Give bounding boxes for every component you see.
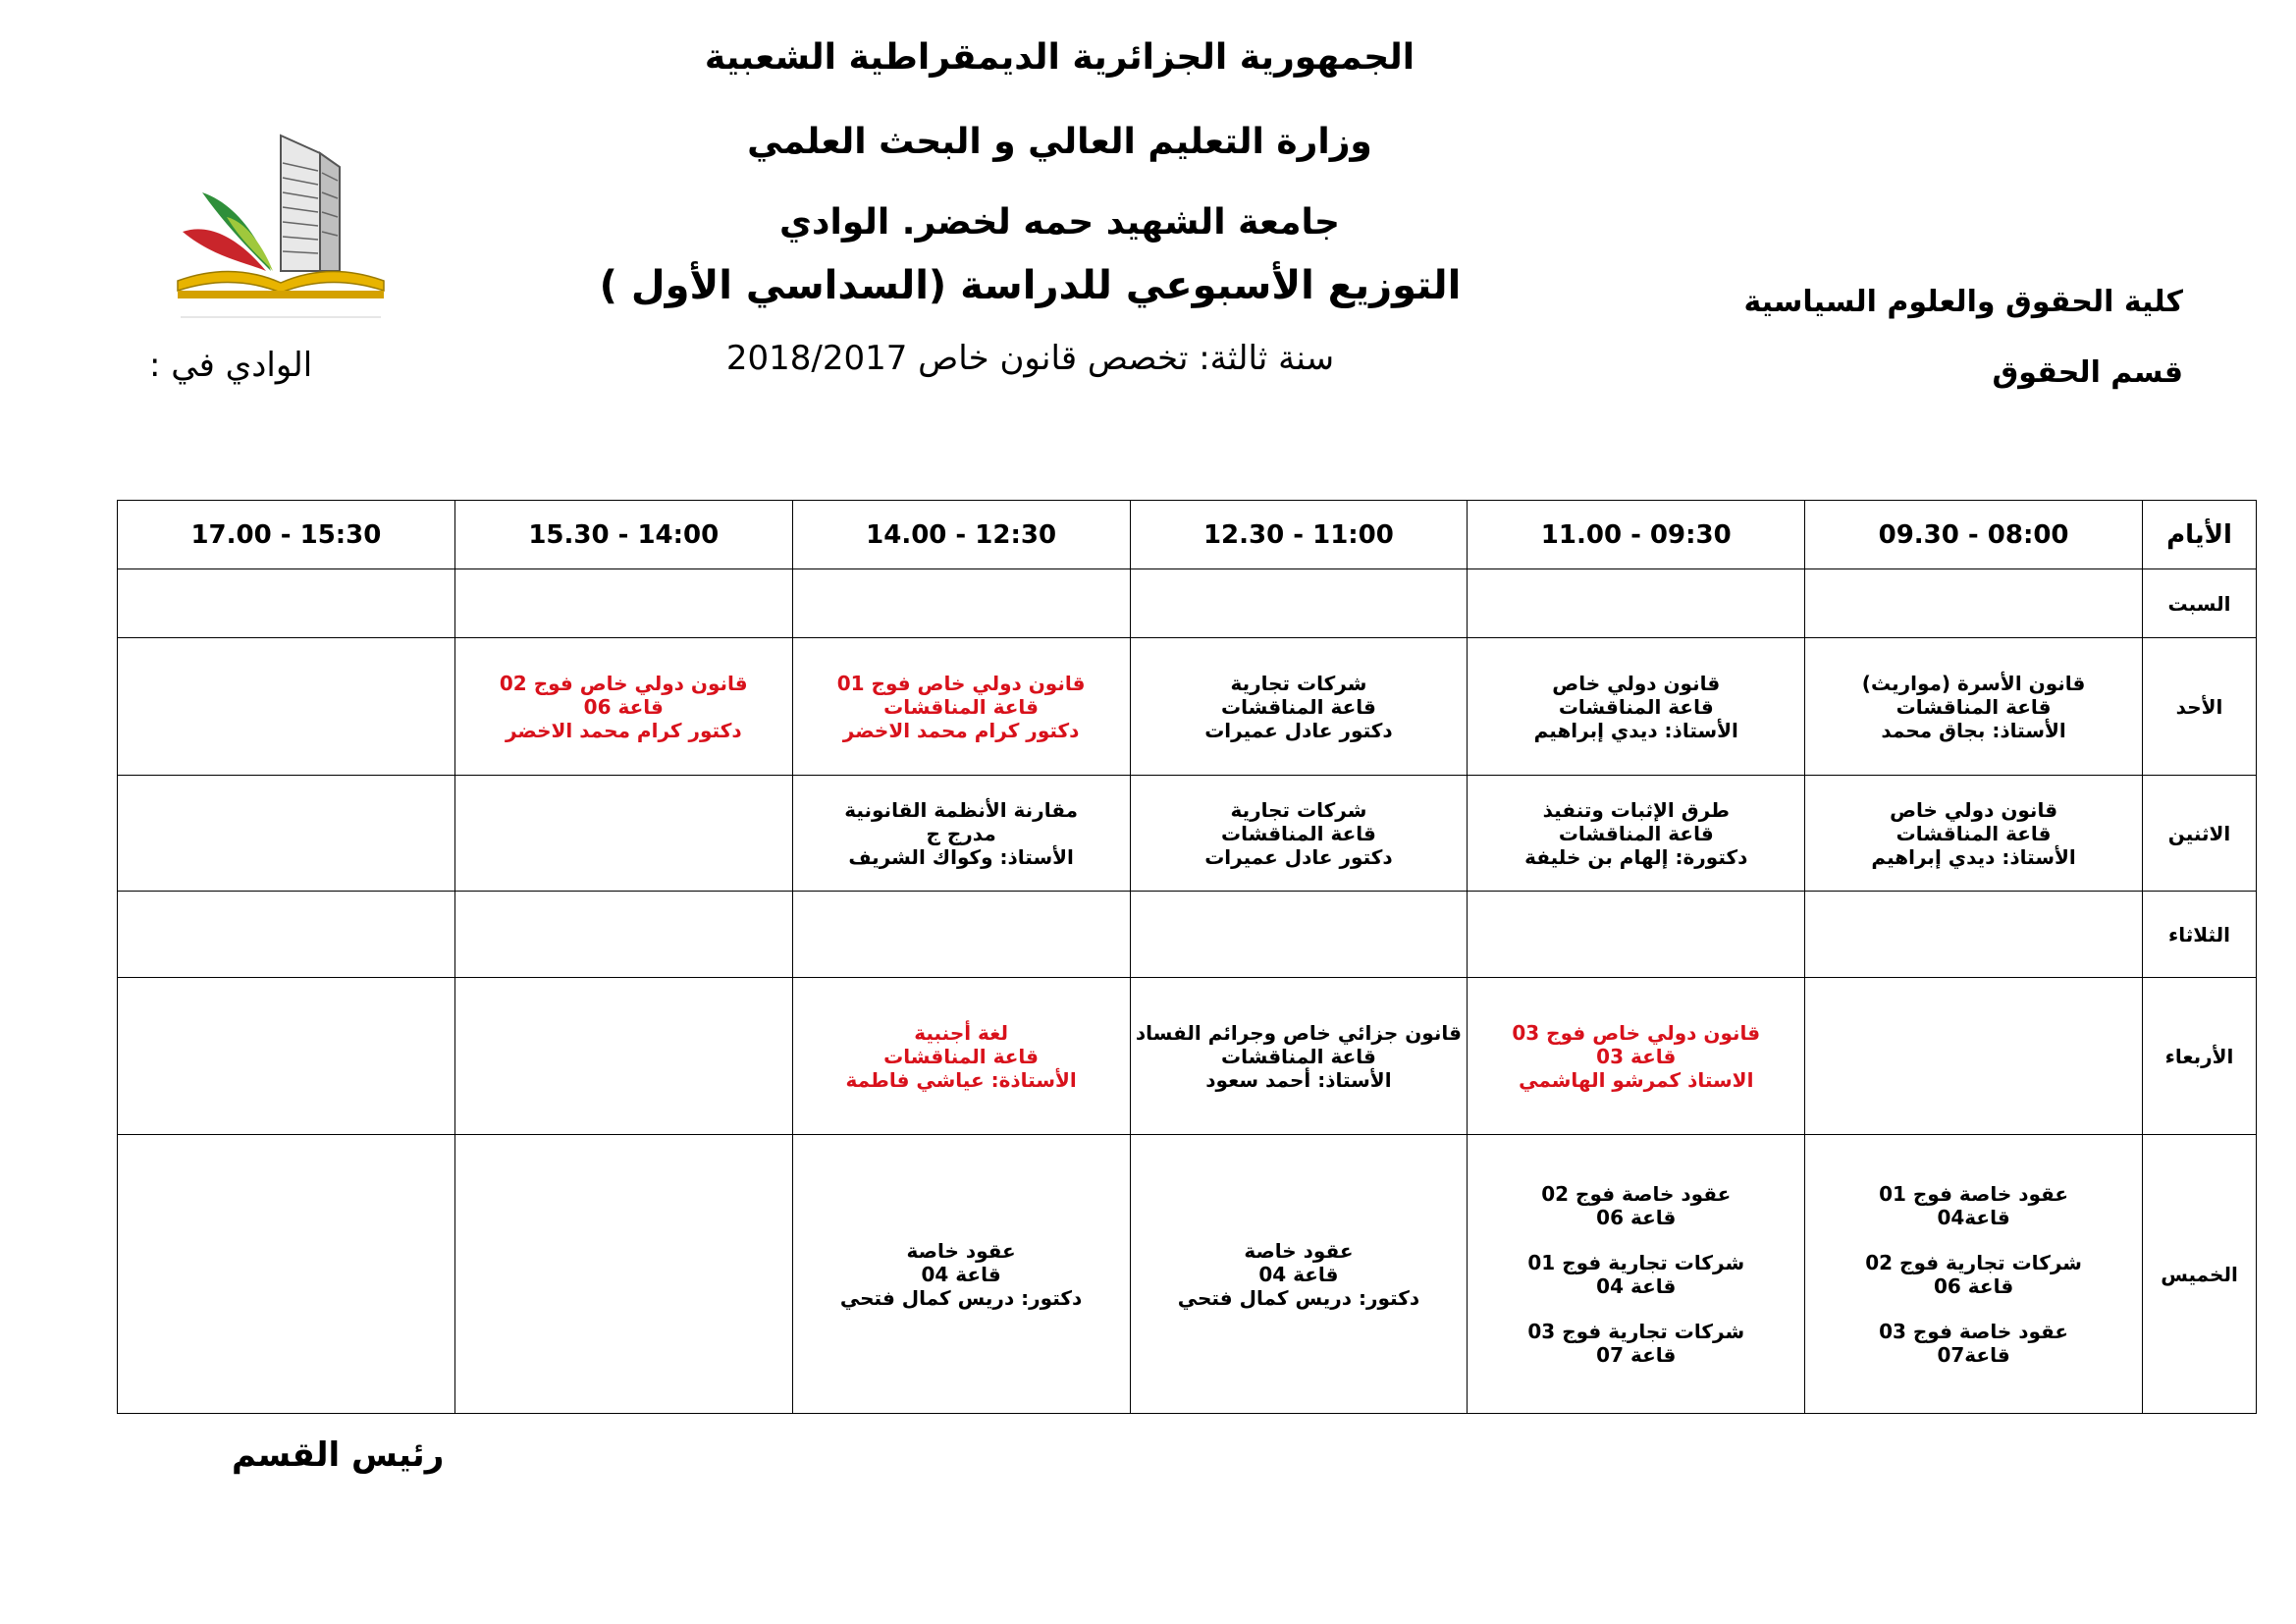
course-line: الأستاذ: أحمد سعود (1205, 1067, 1392, 1092)
course-entry (1809, 1320, 2138, 1367)
schedule-cell (454, 892, 792, 978)
course-line: قاعة 06 (1596, 1205, 1677, 1229)
course-entry (1809, 1251, 2138, 1298)
course-line: قاعة المناقشات (1220, 821, 1376, 845)
course-line: قاعة المناقشات (1558, 694, 1714, 719)
course-entry (1471, 798, 1800, 869)
day-label: الثلاثاء (2143, 892, 2257, 978)
table-row (118, 569, 2257, 638)
schedule-cell (118, 892, 455, 978)
day-label: الأربعاء (2143, 978, 2257, 1135)
day-label: الأحد (2143, 638, 2257, 776)
course-line: دكتور: دريس كمال فتحي (1177, 1285, 1420, 1310)
time-slot-header: 17.00 - 15:30 (118, 501, 455, 569)
course-line: قاعة المناقشات (1220, 1044, 1376, 1068)
schedule-cell (792, 978, 1130, 1135)
course-line: قاعة07 (1937, 1342, 2010, 1367)
schedule-cell (1468, 776, 1805, 892)
schedule-cell (1468, 1135, 1805, 1414)
course-line: قاعة04 (1937, 1205, 2010, 1229)
course-line: شركات تجارية (1230, 797, 1367, 822)
time-slot-header: 12.30 - 11:00 (1130, 501, 1468, 569)
university-name: جامعة الشهيد حمه لخضر. الوادي (779, 202, 1340, 243)
course-line: الأستاذ: وكواك الشريف (848, 844, 1074, 869)
schedule-cell (118, 978, 455, 1135)
course-line: الأستاذ: ديدي إبراهيم (1533, 718, 1738, 742)
schedule-cell (1468, 638, 1805, 776)
schedule-subtitle: سنة ثالثة: تخصص قانون خاص 2018/2017 (725, 339, 1335, 378)
course-entry (1471, 1021, 1800, 1092)
time-slot-header: 09.30 - 08:00 (1805, 501, 2143, 569)
course-entry (1471, 672, 1800, 742)
schedule-cell (1130, 1135, 1468, 1414)
course-line: طرق الإثبات وتنفيذ (1542, 797, 1730, 822)
table-row (118, 892, 2257, 978)
schedule-cell (1130, 638, 1468, 776)
schedule-cell (454, 638, 792, 776)
course-line: عقود خاصة فوج 03 (1879, 1319, 2069, 1343)
schedule-cell (1468, 892, 1805, 978)
course-line: شركات تجارية فوج 01 (1527, 1250, 1745, 1274)
course-line: قاعة المناقشات (1896, 821, 2052, 845)
schedule-cell (118, 638, 455, 776)
course-line: دكتور كرام محمد الاخضر (505, 718, 742, 742)
course-line: قانون الأسرة (مواريث) (1861, 671, 2086, 695)
course-line: قاعة 06 (583, 694, 664, 719)
days-column-header: الأيام (2143, 501, 2257, 569)
course-line: قاعة 06 (1933, 1273, 2014, 1298)
building-icon (281, 135, 340, 271)
course-entry (1135, 1021, 1464, 1092)
course-line: قانون دولي خاص فوج 03 (1512, 1020, 1761, 1045)
course-entry (1135, 798, 1464, 869)
course-line: دكتورة: إلهام بن خليفة (1524, 844, 1748, 869)
schedule-cell (1130, 978, 1468, 1135)
course-line: قاعة المناقشات (1220, 694, 1376, 719)
course-line: قاعة 04 (1596, 1273, 1677, 1298)
course-entry (797, 1021, 1126, 1092)
place-date-label: الوادي في : (149, 346, 313, 385)
course-line: لغة أجنبية (914, 1020, 1008, 1045)
table-row (118, 638, 2257, 776)
schedule-cell (1805, 978, 2143, 1135)
course-line: شركات تجارية فوج 02 (1865, 1250, 2082, 1274)
faculty-name: كلية الحقوق والعلوم السياسية (1743, 285, 2183, 319)
time-slot-header: 11.00 - 09:30 (1468, 501, 1805, 569)
day-label: السبت (2143, 569, 2257, 638)
table-row (118, 1135, 2257, 1414)
course-line: قاعة 04 (1258, 1262, 1339, 1286)
course-entry (1809, 1182, 2138, 1229)
table-row (118, 978, 2257, 1135)
course-line: قانون جزائي خاص وجرائم الفساد (1135, 1020, 1462, 1045)
course-entry (797, 672, 1126, 742)
schedule-cell (1805, 569, 2143, 638)
course-line: الأستاذ: ديدي إبراهيم (1871, 844, 2076, 869)
ministry-title: وزارة التعليم العالي و البحث العلمي (747, 122, 1372, 162)
course-line: دكتور عادل عميرات (1204, 844, 1393, 869)
course-line: قانون دولي خاص (1552, 671, 1721, 695)
course-line: شركات تجارية فوج 03 (1527, 1319, 1745, 1343)
schedule-cell (1805, 892, 2143, 978)
course-entry (1809, 798, 2138, 869)
course-line: شركات تجارية (1230, 671, 1367, 695)
course-entry (797, 1239, 1126, 1310)
course-line: قاعة المناقشات (883, 1044, 1040, 1068)
schedule-cell (1468, 978, 1805, 1135)
schedule-cell (1130, 892, 1468, 978)
course-line: دكتور كرام محمد الاخضر (842, 718, 1080, 742)
course-line: قانون دولي خاص فوج 01 (836, 671, 1086, 695)
schedule-cell (118, 776, 455, 892)
course-line: الأستاذة: عياشي فاطمة (845, 1067, 1077, 1092)
course-line: قاعة 04 (921, 1262, 1001, 1286)
course-entry (1809, 672, 2138, 742)
table-header-row (118, 501, 2257, 569)
course-line: عقود خاصة (1244, 1238, 1354, 1263)
schedule-cell (454, 776, 792, 892)
course-line: الاستاذ كمرشو الهاشمي (1519, 1067, 1754, 1092)
schedule-title: التوزيع الأسبوعي للدراسة (السداسي الأول ) (599, 263, 1462, 308)
course-entry (459, 672, 788, 742)
course-line: قانون دولي خاص فوج 02 (499, 671, 748, 695)
schedule-cell (1805, 776, 2143, 892)
course-line: قاعة المناقشات (1896, 694, 2052, 719)
day-label: الخميس (2143, 1135, 2257, 1414)
course-line: قاعة المناقشات (1558, 821, 1714, 845)
university-logo (173, 124, 389, 338)
schedule-cell (454, 978, 792, 1135)
course-line: دكتور: دريس كمال فتحي (839, 1285, 1083, 1310)
schedule-cell (454, 1135, 792, 1414)
schedule-cell (792, 892, 1130, 978)
course-entry (1471, 1251, 1800, 1298)
republic-title: الجمهورية الجزائرية الديمقراطية الشعبية (704, 37, 1415, 78)
course-line: مقارنة الأنظمة القانونية (844, 797, 1078, 822)
schedule-cell (1805, 638, 2143, 776)
course-entry (797, 798, 1126, 869)
weekly-schedule-table (117, 500, 2257, 1414)
schedule-cell (792, 569, 1130, 638)
schedule-cell (454, 569, 792, 638)
course-entry (1471, 1182, 1800, 1229)
course-entry (1471, 1320, 1800, 1367)
course-line: عقود خاصة (906, 1238, 1016, 1263)
course-entry (1135, 1239, 1464, 1310)
department-name: قسم الحقوق (1992, 355, 2183, 390)
schedule-cell (1130, 776, 1468, 892)
time-slot-header: 15.30 - 14:00 (454, 501, 792, 569)
course-line: عقود خاصة فوج 01 (1879, 1181, 2069, 1206)
schedule-cell (792, 776, 1130, 892)
department-head-signature: رئيس القسم (232, 1435, 445, 1475)
schedule-cell (1805, 1135, 2143, 1414)
course-line: قاعة 07 (1596, 1342, 1677, 1367)
course-line: مدرج ج (926, 821, 996, 845)
course-line: الأستاذ: بجاق محمد (1881, 718, 2066, 742)
course-line: قاعة 03 (1596, 1044, 1677, 1068)
course-line: قاعة المناقشات (883, 694, 1040, 719)
schedule-cell (792, 1135, 1130, 1414)
course-line: قانون دولي خاص (1890, 797, 2058, 822)
schedule-cell (118, 1135, 455, 1414)
course-line: دكتور عادل عميرات (1204, 718, 1393, 742)
schedule-cell (792, 638, 1130, 776)
schedule-cell (1130, 569, 1468, 638)
course-entry (1135, 672, 1464, 742)
course-line: عقود خاصة فوج 02 (1541, 1181, 1732, 1206)
time-slot-header: 14.00 - 12:30 (792, 501, 1130, 569)
schedule-cell (1468, 569, 1805, 638)
schedule-cell (118, 569, 455, 638)
table-row (118, 776, 2257, 892)
day-label: الاثنين (2143, 776, 2257, 892)
